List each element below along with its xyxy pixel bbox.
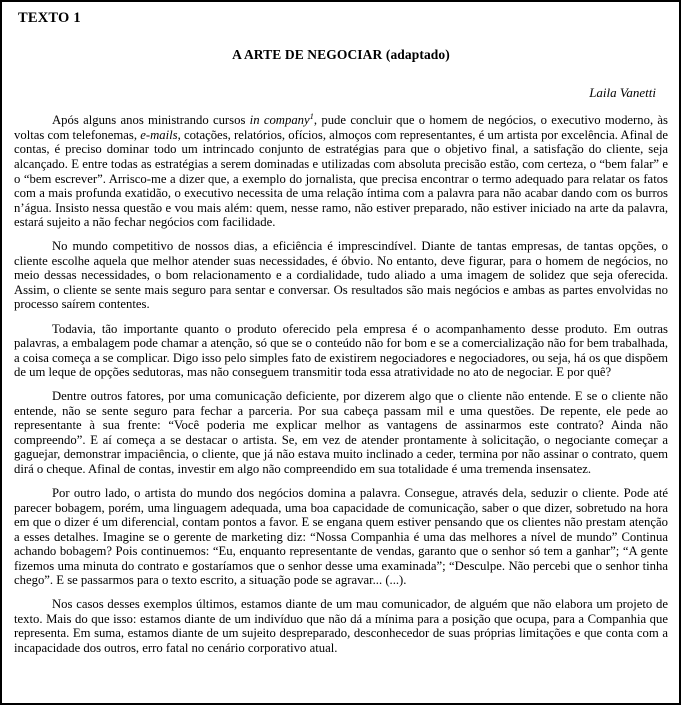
paragraph bbox=[14, 113, 668, 229]
text-run: , cotações, relatórios, ofícios, almoços com representantes, é um artista por excelência. Afinal de contas, é preciso dominar todo um intrincado conjunto de estratégias para que o objetivo final, a satisfação do cliente, seja alcançado. E entre todas as estratégias a serem dominadas e utilizadas com absoluta precisão estão, com certeza, o “bem falar” e o “bem escrever”. Arrisco-me a dizer que, a exemplo do jornalista, que precisa encontrar o termo adequado para relatar os fatos com a mais profunda exatidão, o executivo necessita de uma relação íntima com a palavra para não acabar dando com os burros n’água. Insisto nessa questão e vou mais além: quem, nesse ramo, não estiver preparado, não estiver iniciado na arte da palavra, estará sujeito a não fechar negócios com facilidade. bbox=[14, 127, 668, 230]
section-label: TEXTO 1 bbox=[18, 10, 81, 26]
text-run: Após alguns anos ministrando cursos bbox=[52, 113, 250, 128]
author-block bbox=[14, 84, 668, 102]
text-run: Por outro lado, o artista do mundo dos negócios domina a palavra. Consegue, através dela, seduzir o cliente. Pode até parecer bobagem, porém, uma linguagem adequada, uma boa capacidade de comunicação, saber o que dizer, sobretudo na hora em que o dizer é um diferencial, contam pontos a favor. E se engana quem estiver pensando que os clientes não prestam atenção a esses detalhes. Imagine se o gerente de marketing diz: “Nossa Companhia é uma das melhores a nível de mundo” Continua achando bobagem? Pois continuemos: “Eu, enquanto representante de vendas, garanto que o senhor só tem a ganhar”; “A gente fizemos uma minuta do contrato e gostaríamos que o senhor desse uma examinada”; “Desculpe. Não percebi que o senhor tinha chego”. E se passarmos para o texto escrito, a situação pode se agravar... (...). bbox=[14, 485, 668, 588]
footnote-marker: 1 bbox=[309, 111, 314, 122]
text-run: Dentre outros fatores, por uma comunicação deficiente, por dizerem algo que o cliente não entende. E se o cliente não entende, não se sente seguro para fechar a parceria. Por sua cabeça passam mil e uma questões. De repente, ele pede ao representante à sua frente: “Você poderia me explicar melhor as vantagens de assinarmos este contrato? Ainda não compreendo”. E aí começa a se destacar o artista. Se, em vez de atender prontamente à solicitação, o negociante começar a gaguejar, demonstrar impaciência, o cliente, que já não estava muito inclinado a ceder, termina por não assinar o contrato, quem dirá o cheque. Afinal de contas, investir em algo não compreendido em sua totalidade é uma tremenda insensatez. bbox=[14, 389, 668, 476]
italic-phrase: in company bbox=[249, 113, 310, 128]
text-run: No mundo competitivo de nossos dias, a eficiência é imprescindível. Diante de tantas empresas, de tantas opções, o cliente escolhe aquela que melhor atender suas necessidades, é óbvio. No entanto, deve figurar, para o homem de negócios, no meio dessas necessidades, o bom relacionamento e a cordialidade, tudo aliado a uma imagem de solidez que seja oferecida. Assim, o cliente se sente mais seguro para sentar e conversar. Os resultados são mais negócios e ambas as partes envolvidas no processo saírem contentes. bbox=[14, 239, 668, 312]
title-block bbox=[14, 46, 668, 64]
page-title bbox=[232, 47, 450, 62]
author-name: Laila Vanetti bbox=[589, 85, 656, 101]
italic-phrase: e-mails bbox=[140, 127, 178, 142]
paragraph bbox=[14, 597, 668, 655]
text-run: Todavia, tão importante quanto o produto oferecido pela empresa é o acompanhamento desse produto. Em outras palavras, a embalagem pode chamar a atenção, só que se o conteúdo não for bom e se a comercialização não for bem trabalhada, a coisa começa a se complicar. Digo isso pelo simples fato de existirem negociadores e negociadores, ou seja, há os que dispõem de um leque de opções sedutoras, mas não conseguem transmitir toda essa atratividade no ato de negociar. E por quê? bbox=[14, 321, 668, 380]
text-run: Nos casos desses exemplos últimos, estamos diante de um mau comunicador, de alguém que não elabora um projeto de texto. Mais do que isso: estamos diante de um indivíduo que não dá a mínima para a posição que ocupa, para a Companhia que representa. Em suma, estamos diante de um sujeito despreparado, desconhecedor de suas próprias limitações e que conta com a incapacidade dos outros, erro fatal no cenário corporativo atual. bbox=[14, 597, 668, 655]
paragraph bbox=[14, 239, 668, 312]
article-body bbox=[14, 113, 668, 655]
text-run: , pude concluir que o homem de negócios, o executivo moderno, às voltas com telefonemas, bbox=[14, 113, 668, 142]
paragraph bbox=[14, 389, 668, 476]
paragraph bbox=[14, 486, 668, 588]
paragraph bbox=[14, 322, 668, 380]
page-title-main: A ARTE DE NEGOCIAR bbox=[232, 47, 383, 63]
page-title-suffix: (adaptado) bbox=[385, 47, 450, 63]
